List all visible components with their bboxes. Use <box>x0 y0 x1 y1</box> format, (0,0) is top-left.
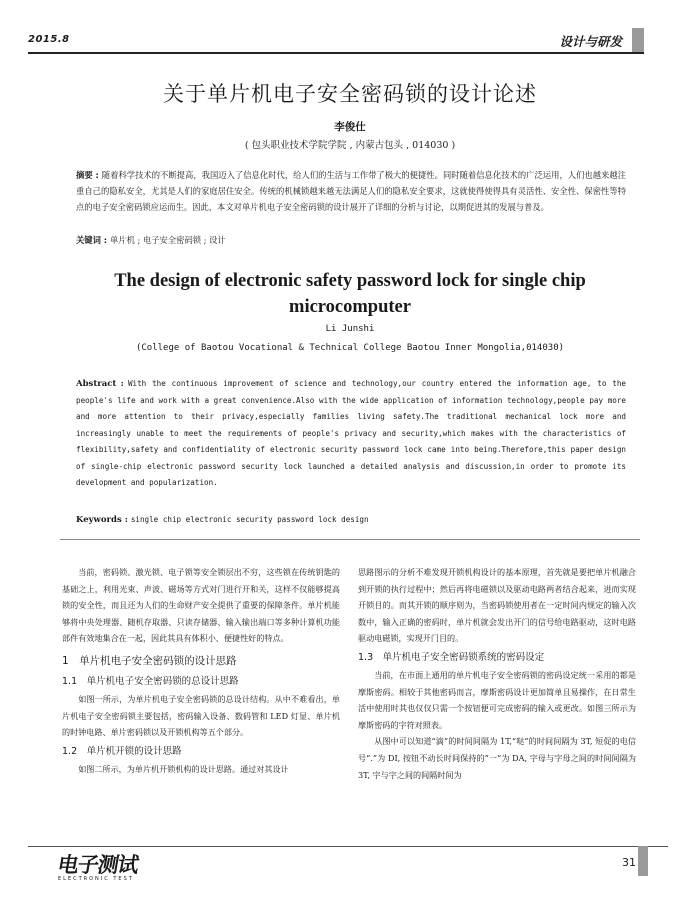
english-keywords <box>76 512 626 528</box>
journal-logo <box>55 849 140 882</box>
issue-date: 2015.8 <box>28 34 70 45</box>
chinese-keywords-label: 关键词 : <box>76 235 110 245</box>
english-author: Li Junshi <box>325 324 375 334</box>
section-heading-1: 1 单片机电子安全密码锁的设计思路 <box>62 654 237 667</box>
abstract-separator <box>60 539 640 540</box>
chinese-title: 关于单片机电子安全密码锁的设计论述 <box>163 82 537 106</box>
english-title: The design of electronic safety password lock for single chip microcomputer <box>114 271 586 317</box>
chinese-affiliation: ( 包头职业技术学院学院 , 内蒙古包头 , 014030 ) <box>244 140 456 151</box>
subsection-heading-1-2: 1.2 单片机开锁的设计思路 <box>62 745 182 757</box>
chinese-abstract <box>76 167 626 215</box>
english-keywords-text: single chip electronic security password lock design <box>130 515 369 524</box>
chinese-abstract-label: 摘要 : <box>76 170 102 180</box>
page-number: 31 <box>622 856 636 869</box>
page-accent-bar <box>638 846 648 876</box>
english-abstract-label: Abstract : <box>76 379 128 389</box>
paragraph: 当前，在市面上通用的单片机电子安全密码锁的密码设定统一采用的都是摩斯密码。相较于其他密码而言，摩斯密码设计更加简单且易操作，在日常生活中使用时其也仅仅只需一个按钮便可完成密码的输入或更改。如图三所示为摩斯密码的字符对照表。 <box>358 669 636 730</box>
english-abstract-text: With the continuous improvement of science and technology,our country entered the information age, to the people's life and work with a great convenience.Also with the wide application of information technology,people pay more and more attention to their privacy,especially families living safety.The traditional mechanical lock more and increasingly unable to meet the requirements of people's privacy and security,which makes with the characteristics of flexibility,safety and confidentiality of electronic security password lock came into being.Therefore,this paper design of single-chip electronic password security lock launched a detailed analysis and discussion,in order to promote its development and popularization. <box>76 379 626 487</box>
subsection-heading-1-1: 1.1 单片机电子安全密码锁的总设计思路 <box>62 675 239 687</box>
chinese-keywords-text: 单片机 ; 电子安全密码锁 ; 设计 <box>110 235 226 245</box>
english-abstract <box>76 376 626 492</box>
paragraph: 思路图示的分析不难发现开锁机构设计的基本原理，首先就是要把单片机融合到开锁的执行过程中；然后再将电磁锁以及驱动电路两者结合起来，进而实现开锁目的。而其开锁的顺序则为，当密码锁使用者在一定时间内规定的输入次数中，输入正确的密码时，单片机就会发出开门的信号给电路驱动，这时电路驱动电磁锁，实现开门目的。 <box>358 567 636 644</box>
footer-rule <box>28 846 668 847</box>
english-affiliation: (College of Baotou Vocational & Technical College Baotou Inner Mongolia,014030) <box>135 343 565 353</box>
paragraph: 如图二所示，为单片机开锁机构的设计思路。通过对其设计 <box>78 763 289 774</box>
chinese-abstract-text: 随着科学技术的不断提高，我国迈入了信息化时代，给人们的生活与工作带了极大的便捷性。同时随着信息化技术的广泛运用，人们也越来越注重自己的隐私安全，尤其是人们的家庭居住安全。传统的机械锁越来越无法满足人们的隐私安全要求，这就使得使得具有灵活性、安全性、保密性等特点的电子安全密码锁应运而生。因此，本文对单片机电子安全密码锁的设计展开了详细的分析与讨论，以期促进其的发展与普及。 <box>76 170 626 212</box>
chinese-keywords <box>76 232 626 248</box>
paragraph: 从图中可以知道“滴”的时间间隔为 1T,“哒”的时间间隔为 3T, 短促的电信号“.”为 DI, 按钮不动长时间保持的“一”为 DA, 字母与字母之间的时间间隔为 3T, 字与字之间的间隔时间为 <box>358 736 636 780</box>
logo-main-text: 电子测试 <box>55 853 140 877</box>
paragraph: 如图一所示，为单片机电子安全密码锁的总设计结构。从中不难看出，单片机电子安全密码锁主要包括，密码输入设备、数码管和 LED 灯显、单片机的时钟电路、单片密码锁以及开锁机构等五个部分。 <box>62 693 340 738</box>
subsection-heading-1-3: 1.3 单片机电子安全密码锁系统的密码设定 <box>358 651 545 663</box>
chinese-author: 李俊仕 <box>334 121 366 133</box>
section-name: 设计与研发 <box>559 34 622 49</box>
body-column-right <box>358 564 636 783</box>
page-header <box>28 28 644 52</box>
paragraph: 当前，密码锁、激光锁、电子锁等安全锁层出不穷，这些锁在传统钥匙的基础之上，利用光束、声波、磁场等方式对门进行开和关，这样不仅能够提高锁的安全性，而且还为人们的生命财产安全提供了重要的保障条件。单片机能够将中央处理器、随机存取器、只读存储器、输入输出端口等多种计算机功能部件有效地集合在一起，因此其具有体积小、便捷性好的特点。 <box>62 567 340 644</box>
english-keywords-label: Keywords : <box>76 515 131 525</box>
body-column-left <box>62 564 340 777</box>
header-rule <box>28 52 644 54</box>
header-accent-bar <box>632 28 644 52</box>
logo-sub-text: ELECTRONIC TEST <box>58 876 134 882</box>
